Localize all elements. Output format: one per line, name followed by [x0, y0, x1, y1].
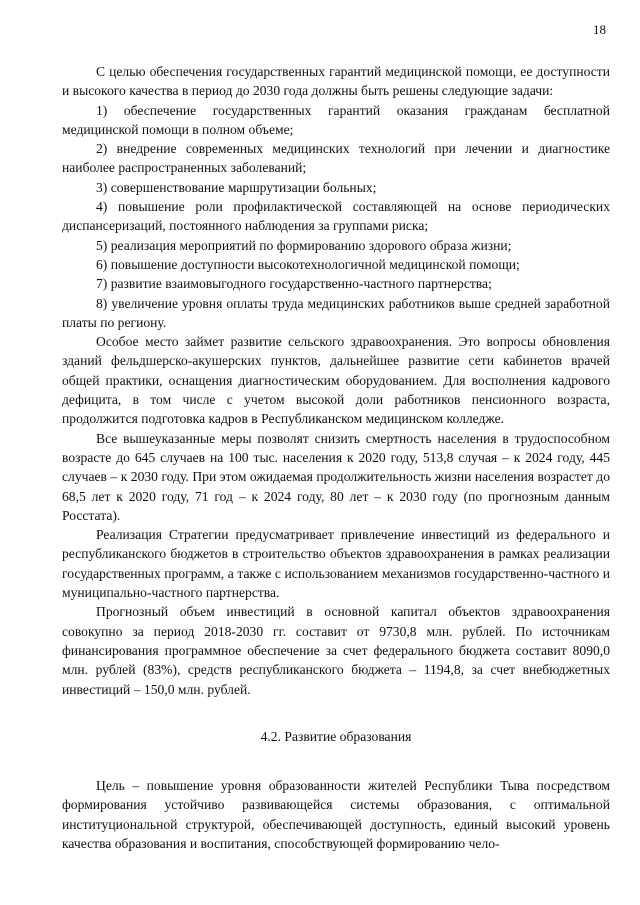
task-item-4: 4) повышение роли профилактической составляющей на основе периодических диспансеризаций, постоянного наблюдения за группами риска; — [62, 199, 610, 234]
task-item-6: 6) повышение доступности высокотехнологичной медицинской помощи; — [96, 256, 520, 272]
paragraph-forecast: Прогнозный объем инвестиций в основной капитал объектов здравоохранения совокупно за период 2018-2030 гг. составит от 9730,8 млн. рублей. По источникам финансирования программное обеспечение за счет федерального бюджета составит 8090,0 млн. рублей (83%), средств республиканского бюджета – 1194,8, за счет внебюджетных инвестиций – 150,0 млн. рублей. — [62, 604, 610, 697]
paragraph-mortality: Все вышеуказанные меры позволят снизить смертность населения в трудоспособном возрасте до 645 случаев на 100 тыс. населения к 2020 году, 513,8 случая – к 2024 году, 445 случаев – к 2030 году. При этом ожидаемая продолжительность жизни населения возрастет до 68,5 лет к 2020 году, 71 год – к 2024 году, 80 лет – к 2030 году (по прогнозным данным Росстата). — [62, 430, 610, 523]
task-item-5: 5) реализация мероприятий по формированию здорового образа жизни; — [96, 237, 512, 253]
page-number: 18 — [593, 22, 606, 37]
task-item-1: 1) обеспечение государственных гарантий оказания гражданам бесплатной медицинской помощи в полном объеме; — [62, 102, 610, 137]
paragraph-rural-healthcare: Особое место займет развитие сельского здравоохранения. Это вопросы обновления зданий фельдшерско-акушерских пунктов, дальнейшее развитие сети кабинетов врачей общей практики, оснащения диагностическим оборудованием. Для восполнения кадрового дефицита, в том числе с учетом высокой доли работников пенсионного возраста, продолжится подготовка кадров в Республиканском медицинском колледже. — [62, 334, 610, 427]
paragraph-investment: Реализация Стратегии предусматривает привлечение инвестиций из федерального и республиканского бюджетов в строительство объектов здравоохранения в рамках реализации государственных программ, а также с использованием механизмов государственно-частного и муниципально-частного партнерства. — [62, 527, 610, 601]
document-body — [62, 62, 610, 853]
section-heading: 4.2. Развитие образования — [260, 728, 412, 744]
task-item-7: 7) развитие взаимовыгодного государственно-частного партнерства; — [96, 276, 492, 292]
paragraph-intro: С целью обеспечения государственных гарантий медицинской помощи, ее доступности и высокого качества в период до 2030 года должны быть решены следующие задачи: — [62, 64, 610, 99]
task-item-3: 3) совершенствование маршрутизации больных; — [96, 179, 377, 195]
task-item-2: 2) внедрение современных медицинских технологий при лечении и диагностике наиболее распространенных заболеваний; — [62, 141, 610, 176]
paragraph-education-goal: Цель – повышение уровня образованности жителей Республики Тыва посредством формирования устойчиво развивающейся системы образования, с оптимальной институциональной структурой, обеспечивающей доступность, единый высокий уровень качества образования и воспитания, способствующей формированию чело- — [62, 778, 610, 851]
task-item-8: 8) увеличение уровня оплаты труда медицинских работников выше средней заработной платы по региону. — [62, 295, 610, 330]
